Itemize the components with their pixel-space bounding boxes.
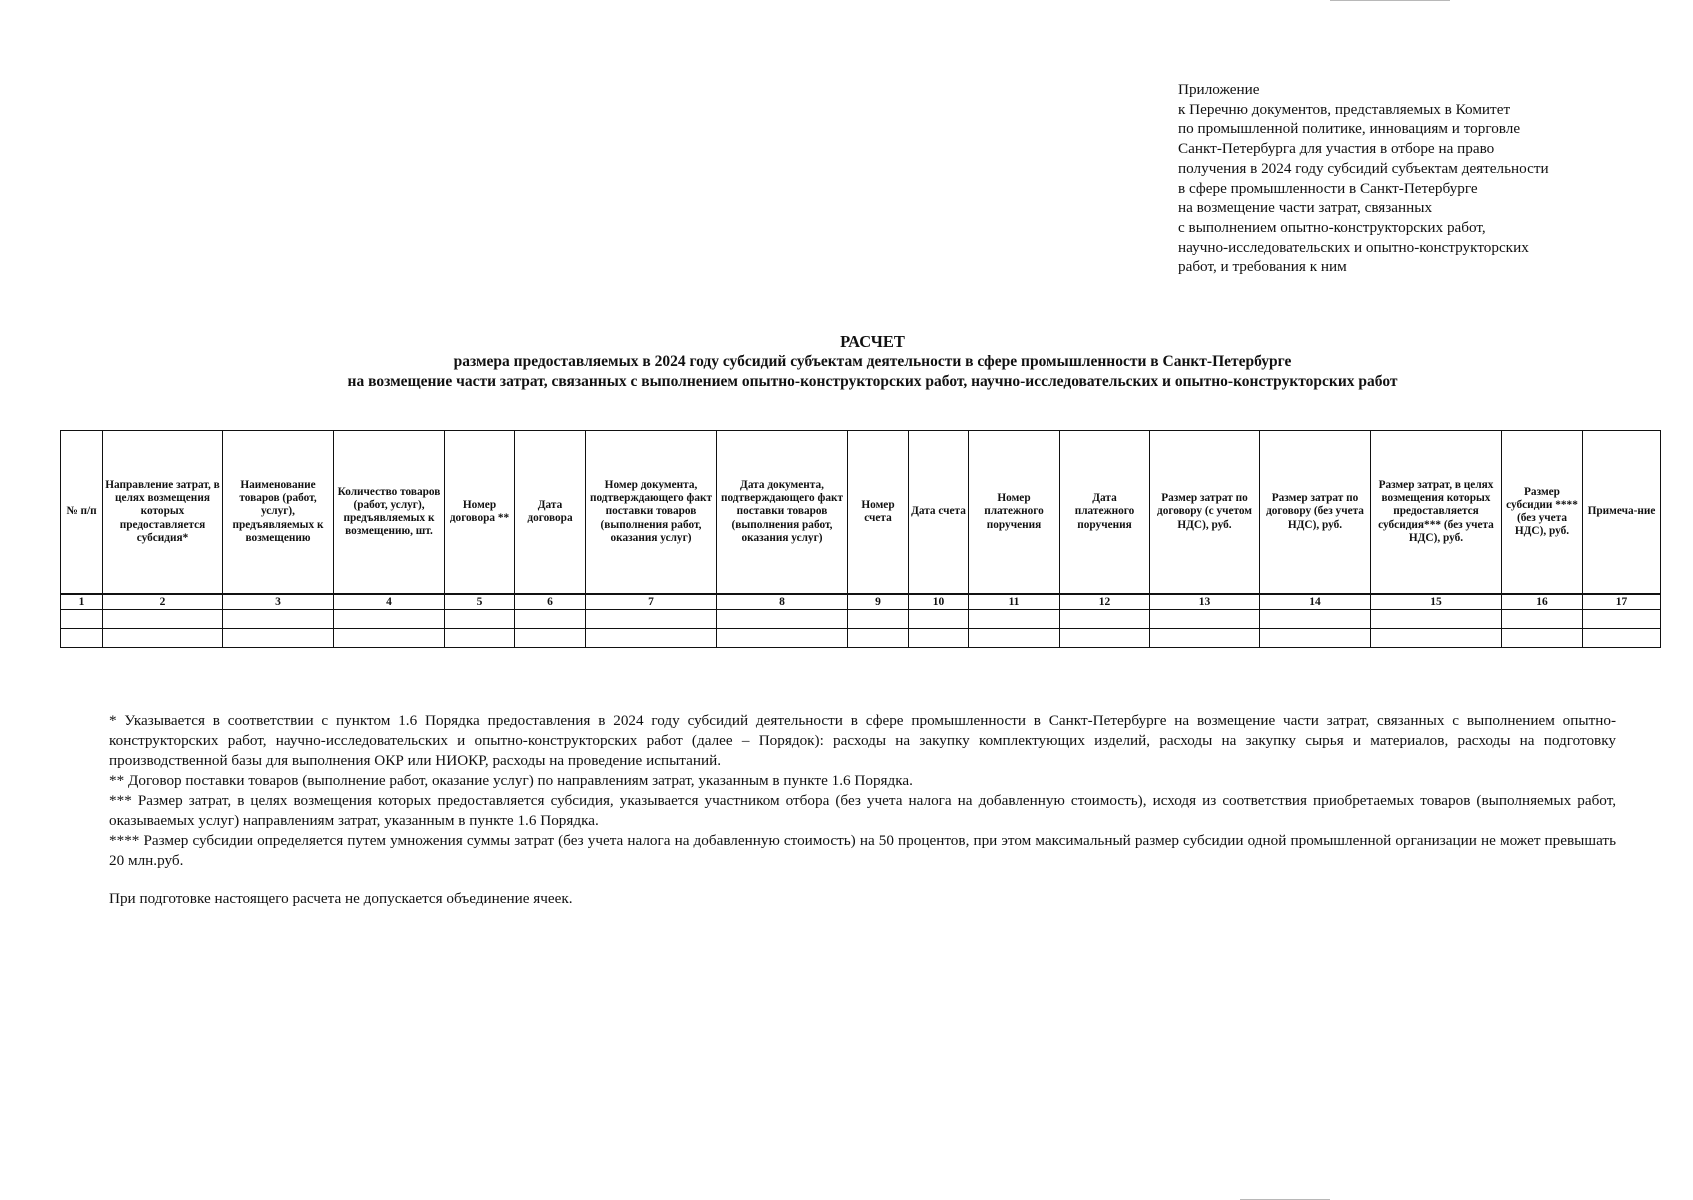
footnote-3: *** Размер затрат, в целях возмещения которых предоставляется субсидия, указывается участником отбора (без учета налога на добавленную стоимость), исходя из соответствия приобретаемых товаров (выполняемых работ, оказываемых услуг) направлениям затрат, указанным в пункте 1.6 Порядка.	[109, 792, 1616, 829]
column-number-cell: 1	[61, 594, 103, 610]
table-cell[interactable]	[909, 629, 969, 648]
table-cell[interactable]	[969, 610, 1060, 629]
table-cell[interactable]	[1260, 610, 1371, 629]
appendix-line: Приложение	[1178, 81, 1260, 98]
document-subtitle-line2: на возмещение части затрат, связанных с выполнением опытно-конструкторских работ, научно-исследовательских и опытно-конструкторских работ	[347, 372, 1398, 390]
appendix-line: на возмещение части затрат, связанных	[1178, 199, 1433, 217]
table-cell[interactable]	[334, 629, 445, 648]
table-cell[interactable]	[1150, 610, 1260, 629]
header-cell: Дата договора	[515, 431, 586, 595]
table-cell[interactable]	[445, 610, 515, 629]
header-cell: Дата счета	[909, 431, 969, 595]
table-cell[interactable]	[848, 610, 909, 629]
calculation-table	[60, 430, 1661, 648]
appendix-line: работ, и требования к ним	[1178, 258, 1347, 276]
appendix-line: получения в 2024 году субсидий субъектам деятельности	[1178, 159, 1549, 177]
table-cell[interactable]	[848, 629, 909, 648]
header-cell: Номер платежного поручения	[969, 431, 1060, 595]
header-cell: № п/п	[61, 431, 103, 595]
table-cell[interactable]	[1583, 610, 1661, 629]
footnote-2: ** Договор поставки товаров (выполнение работ, оказание услуг) по направлениям затрат, указанным в пункте 1.6 Порядка.	[109, 772, 913, 789]
column-number-cell: 17	[1583, 594, 1661, 610]
document-title-block	[0, 332, 1693, 391]
header-cell: Количество товаров (работ, услуг), предъявляемых к возмещению, шт.	[334, 431, 445, 595]
table-cell[interactable]	[223, 610, 334, 629]
column-number-cell: 5	[445, 594, 515, 610]
appendix-line: к Перечню документов, представляемых в Комитет	[1178, 100, 1511, 118]
column-number-cell: 8	[717, 594, 848, 610]
appendix-block	[1178, 80, 1648, 277]
scan-edge-mark	[1330, 0, 1450, 1]
appendix-line: в сфере промышленности в Санкт-Петербурге	[1178, 179, 1478, 197]
table-cell[interactable]	[1150, 629, 1260, 648]
appendix-line: Санкт-Петербурга для участия в отборе на право	[1178, 140, 1495, 158]
column-number-row	[61, 594, 1661, 610]
header-cell: Размер затрат по договору (с учетом НДС), руб.	[1150, 431, 1260, 595]
closing-note: При подготовке настоящего расчета не допускается объединение ячеек.	[109, 890, 573, 907]
document-subtitle-line1: размера предоставляемых в 2024 году субсидий субъектам деятельности в сфере промышленности в Санкт-Петербурге	[453, 353, 1292, 370]
column-number-cell: 15	[1371, 594, 1502, 610]
table-cell[interactable]	[586, 610, 717, 629]
column-number-cell: 6	[515, 594, 586, 610]
column-number-cell: 10	[909, 594, 969, 610]
table-cell[interactable]	[1371, 610, 1502, 629]
table-cell[interactable]	[1502, 610, 1583, 629]
table-cell[interactable]	[969, 629, 1060, 648]
table-cell[interactable]	[1060, 629, 1150, 648]
appendix-line: научно-исследовательских и опытно-конструкторских	[1178, 238, 1529, 256]
header-cell: Размер субсидии **** (без учета НДС), руб.	[1502, 431, 1583, 595]
table-cell[interactable]	[334, 610, 445, 629]
table-cell[interactable]	[717, 629, 848, 648]
table-cell[interactable]	[223, 629, 334, 648]
table-cell[interactable]	[103, 629, 223, 648]
header-cell: Номер документа, подтверждающего факт поставки товаров (выполнения работ, оказания услуг)	[586, 431, 717, 595]
table-cell[interactable]	[61, 629, 103, 648]
table-cell[interactable]	[103, 610, 223, 629]
table-cell[interactable]	[1260, 629, 1371, 648]
table-cell[interactable]	[1583, 629, 1661, 648]
column-number-cell: 14	[1260, 594, 1371, 610]
footnote-4: **** Размер субсидии определяется путем умножения суммы затрат (без учета налога на добавленную стоимость) на 50 процентов, при этом максимальный размер субсидии одной промышленной организации не может превышать 20 млн.руб.	[109, 832, 1616, 869]
table-cell[interactable]	[909, 610, 969, 629]
footnote-1: * Указывается в соответствии с пунктом 1.6 Порядка предоставления в 2024 году субсидий деятельности в сфере промышленности в Санкт-Петербурге на возмещение части затрат, связанных с выполнением опытно-конструкторских работ, научно-исследовательских и опытно-конструкторских работ (далее – Порядок): расходы на закупку комплектующих изделий, расходы на закупку сырья и материалов, расходы на подготовку производственной базы для выполнения ОКР или НИОКР, расходы на проведение испытаний.	[109, 712, 1616, 769]
document-title: РАСЧЕТ	[840, 332, 905, 351]
table-cell[interactable]	[717, 610, 848, 629]
table-cell[interactable]	[1371, 629, 1502, 648]
column-number-cell: 12	[1060, 594, 1150, 610]
header-cell: Наименование товаров (работ, услуг), предъявляемых к возмещению	[223, 431, 334, 595]
column-number-cell: 7	[586, 594, 717, 610]
column-number-cell: 4	[334, 594, 445, 610]
table-cell[interactable]	[515, 629, 586, 648]
table-cell[interactable]	[586, 629, 717, 648]
column-number-cell: 16	[1502, 594, 1583, 610]
header-cell: Номер договора **	[445, 431, 515, 595]
column-number-cell: 13	[1150, 594, 1260, 610]
column-number-cell: 11	[969, 594, 1060, 610]
table-header-row	[61, 431, 1661, 595]
header-cell: Направление затрат, в целях возмещения которых предоставляется субсидия*	[103, 431, 223, 595]
column-number-cell: 2	[103, 594, 223, 610]
header-cell: Размер затрат по договору (без учета НДС), руб.	[1260, 431, 1371, 595]
table-cell[interactable]	[61, 610, 103, 629]
table-cell[interactable]	[1502, 629, 1583, 648]
header-cell: Примеча-ние	[1583, 431, 1661, 595]
appendix-line: с выполнением опытно-конструкторских работ,	[1178, 218, 1486, 236]
footnotes-block	[109, 711, 1616, 871]
table-cell[interactable]	[445, 629, 515, 648]
table-cell[interactable]	[1060, 610, 1150, 629]
table-cell[interactable]	[515, 610, 586, 629]
table-row	[61, 629, 1661, 648]
column-number-cell: 9	[848, 594, 909, 610]
header-cell: Номер счета	[848, 431, 909, 595]
table-row	[61, 610, 1661, 629]
column-number-cell: 3	[223, 594, 334, 610]
header-cell: Дата платежного поручения	[1060, 431, 1150, 595]
header-cell: Размер затрат, в целях возмещения которых предоставляется субсидия*** (без учета НДС), руб.	[1371, 431, 1502, 595]
appendix-line: по промышленной политике, инновациям и торговле	[1178, 120, 1521, 138]
header-cell: Дата документа, подтверждающего факт поставки товаров (выполнения работ, оказания услуг)	[717, 431, 848, 595]
